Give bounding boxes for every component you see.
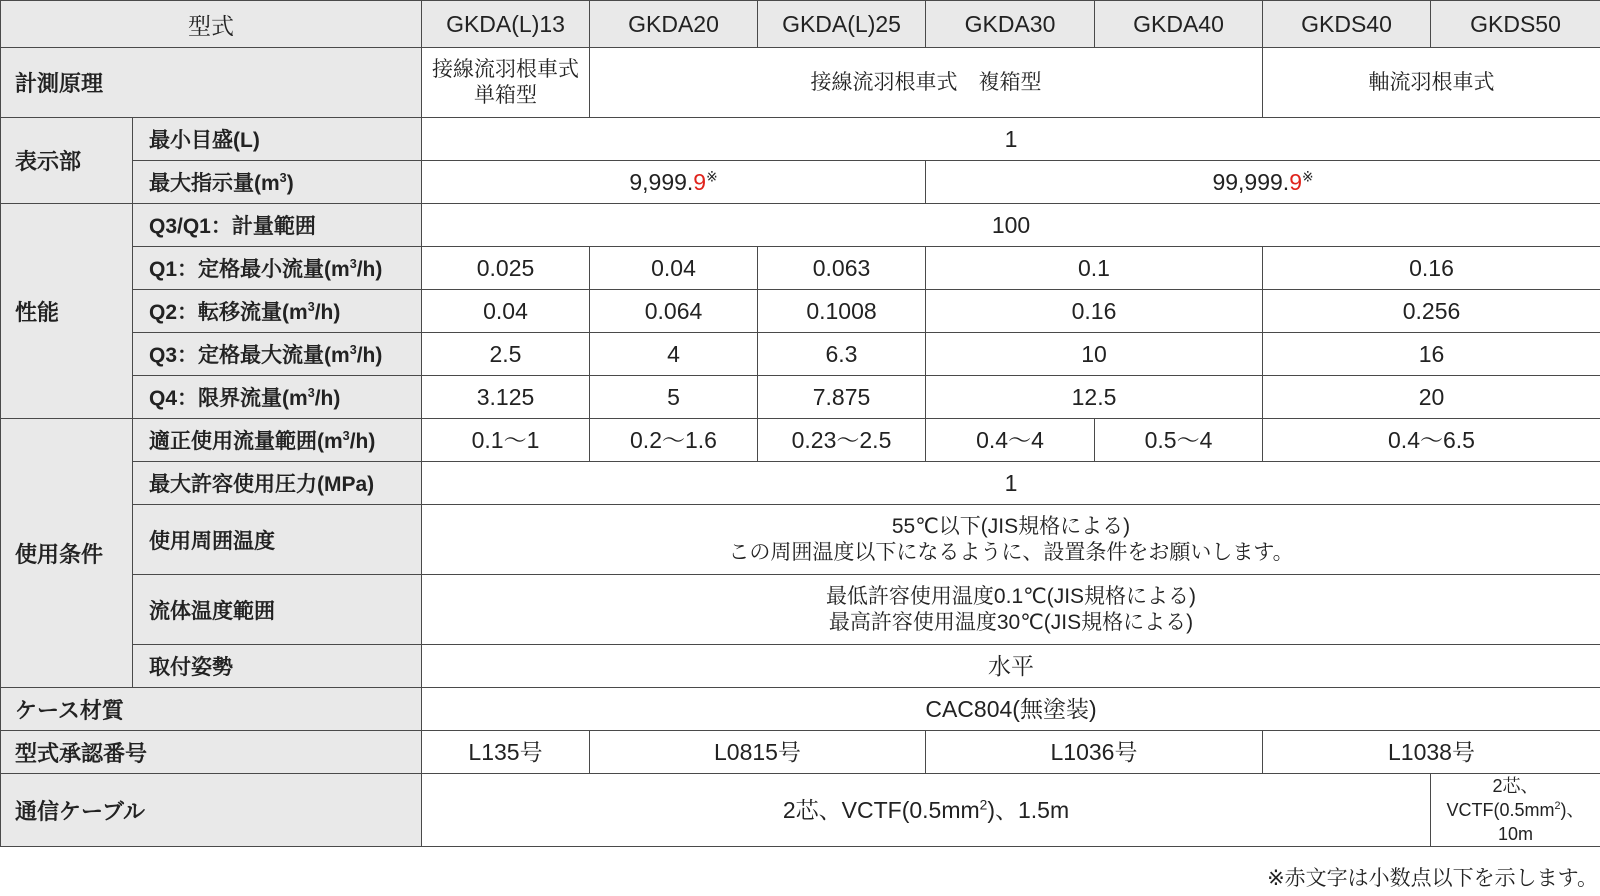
flow-range-value: 0.23〜2.5 <box>758 419 926 462</box>
max-reading-small: 9,999.9※ <box>422 161 926 204</box>
ambient-label: 使用周囲温度 <box>133 505 422 575</box>
approval-value: L135号 <box>422 731 590 774</box>
min-scale-row <box>1 118 1600 161</box>
case-row <box>1 688 1600 731</box>
q2-value: 0.04 <box>422 290 590 333</box>
case-value: CAC804(無塗装) <box>422 688 1600 731</box>
flow-range-value: 0.5〜4 <box>1095 419 1263 462</box>
conditions-group-label: 使用条件 <box>1 419 133 688</box>
approval-label: 型式承認番号 <box>1 731 422 774</box>
flow-range-value: 0.1〜1 <box>422 419 590 462</box>
principle-single-line1: 接線流羽根車式 <box>432 57 579 81</box>
posture-row <box>1 645 1600 688</box>
q2-value: 0.16 <box>926 290 1263 333</box>
q1-value: 0.04 <box>590 247 758 290</box>
q2-row <box>1 290 1600 333</box>
flow-range-value: 0.4〜6.5 <box>1263 419 1600 462</box>
pressure-value: 1 <box>422 462 1600 505</box>
q2-label: Q2：転移流量$(m^3/h)$ <box>133 290 422 333</box>
approval-value: L1038号 <box>1263 731 1600 774</box>
q4-value: 7.875 <box>758 376 926 419</box>
fluid-row <box>1 575 1600 645</box>
q4-row <box>1 376 1600 419</box>
performance-group-label: 性能 <box>1 204 133 419</box>
model-label: 型式 <box>1 1 422 48</box>
principle-single <box>422 48 590 118</box>
ambient-line1: 55℃以下(JIS規格による) <box>891 514 1131 538</box>
pressure-row <box>1 462 1600 505</box>
model-col-3: GKDA(L)25 <box>758 1 926 48</box>
model-col-2: GKDA20 <box>590 1 758 48</box>
model-col-5: GKDA40 <box>1095 1 1263 48</box>
cable-label: 通信ケーブル <box>1 774 422 847</box>
cable-last-line2: 10m <box>1497 824 1533 844</box>
principle-axial: 軸流羽根車式 <box>1263 48 1600 118</box>
approval-row <box>1 731 1600 774</box>
q3-row <box>1 333 1600 376</box>
q1-value: 0.1 <box>926 247 1263 290</box>
case-label: ケース材質 <box>1 688 422 731</box>
decimal-red: 9 <box>693 169 707 195</box>
q3-value: 2.5 <box>422 333 590 376</box>
q3-value: 10 <box>926 333 1263 376</box>
q1-value: 0.16 <box>1263 247 1600 290</box>
q4-value: 20 <box>1263 376 1600 419</box>
q1-value: 0.063 <box>758 247 926 290</box>
q2-value: 0.256 <box>1263 290 1600 333</box>
q2-value: 0.064 <box>590 290 758 333</box>
approval-value: L0815号 <box>590 731 926 774</box>
q2-value: 0.1008 <box>758 290 926 333</box>
q4-value: 5 <box>590 376 758 419</box>
max-reading-label: 最大指示量$(m^3)$ <box>133 161 422 204</box>
range-row <box>1 204 1600 247</box>
fluid-value <box>422 575 1600 645</box>
cable-last-line1: 2芯、$VCTF(0.5mm^2)$、 <box>1446 776 1585 820</box>
q3-value: 4 <box>590 333 758 376</box>
posture-label: 取付姿勢 <box>133 645 422 688</box>
cable-row <box>1 774 1600 847</box>
cable-value-main: 2芯、$VCTF(0.5mm^2)$、1.5m <box>422 774 1431 847</box>
footnote: ※赤文字は小数点以下を示します。 <box>1267 867 1598 890</box>
ambient-line2: この周囲温度以下になるように、設置条件をお願いします。 <box>728 540 1294 564</box>
header-row <box>1 1 1600 48</box>
display-group-label: 表示部 <box>1 118 133 204</box>
posture-value: 水平 <box>422 645 1600 688</box>
min-scale-label: 最小目盛(L) <box>133 118 422 161</box>
model-col-4: GKDA30 <box>926 1 1095 48</box>
q3-value: 16 <box>1263 333 1600 376</box>
pressure-label: 最大許容使用圧力(MPa) <box>133 462 422 505</box>
model-col-1: GKDA(L)13 <box>422 1 590 48</box>
range-label: Q3/Q1：計量範囲 <box>133 204 422 247</box>
ambient-row <box>1 505 1600 575</box>
q4-value: 12.5 <box>926 376 1263 419</box>
fluid-line1: 最低許容使用温度0.1℃(JIS規格による) <box>825 584 1197 608</box>
cable-value-last <box>1431 774 1600 847</box>
approval-value: L1036号 <box>926 731 1263 774</box>
principle-single-line2: 単箱型 <box>474 83 537 107</box>
flow-range-label: 適正使用流量範囲$(m^3/h)$ <box>133 419 422 462</box>
ambient-value <box>422 505 1600 575</box>
flow-range-value: 0.2〜1.6 <box>590 419 758 462</box>
flow-range-row <box>1 419 1600 462</box>
model-col-6: GKDS40 <box>1263 1 1431 48</box>
q1-value: 0.025 <box>422 247 590 290</box>
model-col-7: GKDS50 <box>1431 1 1600 48</box>
q4-value: 3.125 <box>422 376 590 419</box>
range-value: 100 <box>422 204 1600 247</box>
q4-label: Q4：限界流量$(m^3/h)$ <box>133 376 422 419</box>
principle-label: 計測原理 <box>1 48 422 118</box>
q1-label: Q1：定格最小流量$(m^3/h)$ <box>133 247 422 290</box>
q3-value: 6.3 <box>758 333 926 376</box>
max-reading-large: 99,999.9※ <box>926 161 1600 204</box>
q1-row <box>1 247 1600 290</box>
principle-multi: 接線流羽根車式 複箱型 <box>590 48 1263 118</box>
principle-row <box>1 48 1600 118</box>
decimal-red: 9 <box>1289 169 1302 195</box>
q3-label: Q3：定格最大流量$(m^3/h)$ <box>133 333 422 376</box>
fluid-line2: 最高許容使用温度30℃(JIS規格による) <box>828 610 1194 634</box>
fluid-label: 流体温度範囲 <box>133 575 422 645</box>
max-reading-row <box>1 161 1600 204</box>
flow-range-value: 0.4〜4 <box>926 419 1095 462</box>
min-scale-value: 1 <box>422 118 1600 161</box>
